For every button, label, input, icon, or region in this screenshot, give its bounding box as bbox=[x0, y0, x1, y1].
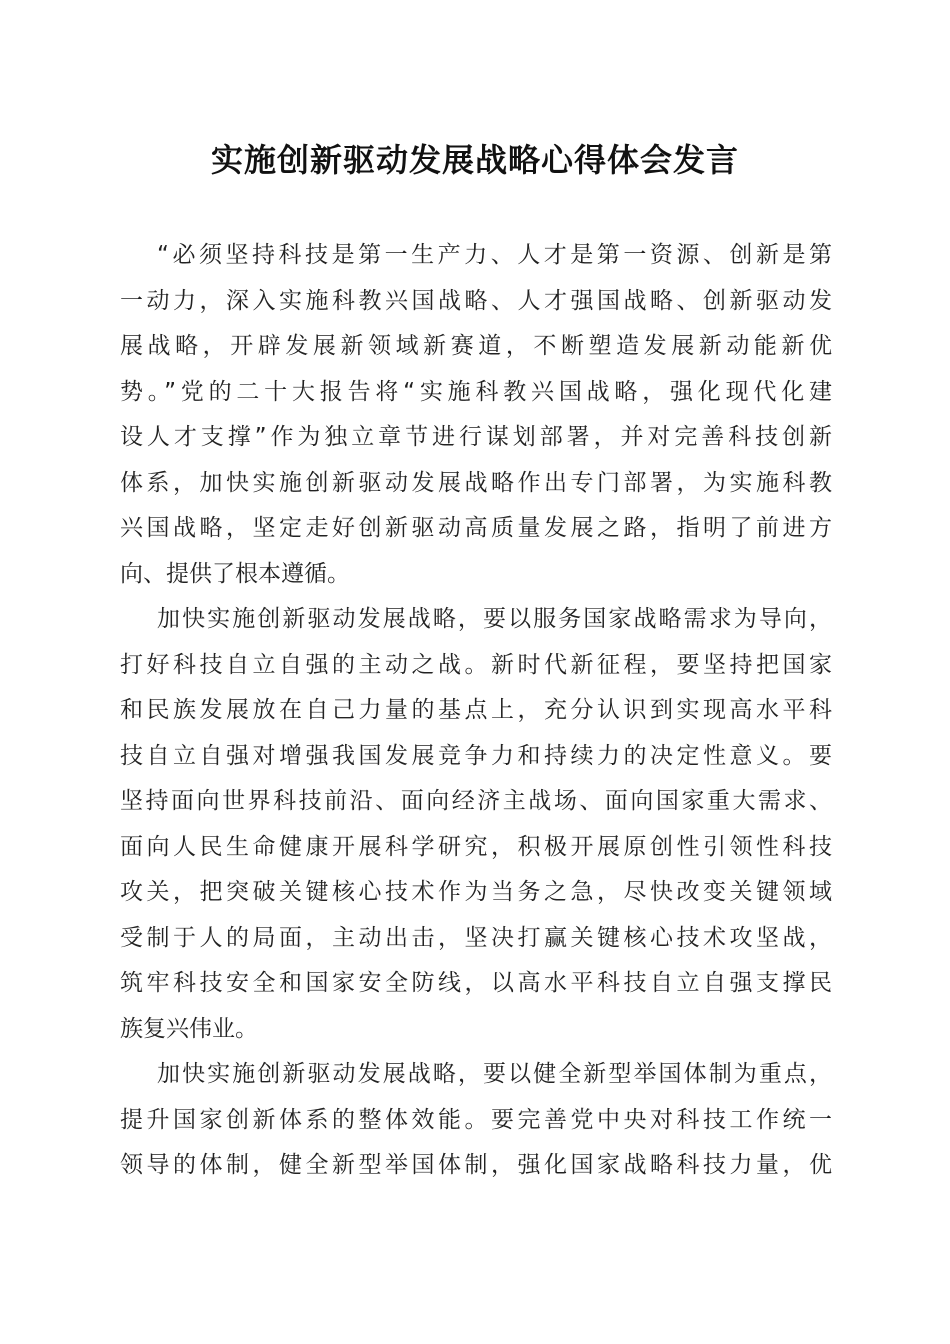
text-line: 和民族发展放在自己力量的基点上，充分认识到实现高水平科 bbox=[120, 697, 832, 723]
text-line: 筑牢科技安全和国家安全防线，以高水平科技自立自强支撑民 bbox=[120, 970, 832, 996]
text-line: 体系，加快实施创新驱动发展战略作出专门部署，为实施科教 bbox=[120, 469, 832, 496]
text-line: 加快实施创新驱动发展战略，要以健全新型举国体制为重点， bbox=[157, 1061, 832, 1087]
text-line: 展战略，开辟发展新领域新赛道，不断塑造发展新动能新优 bbox=[120, 333, 832, 359]
text-line: 势。”党的二十大报告将“实施科教兴国战略，强化现代化建 bbox=[120, 378, 832, 405]
document-title: 实施创新驱动发展战略心得体会发言 bbox=[210, 141, 739, 179]
text-line: 设人才支撑”作为独立章节进行谋划部署，并对完善科技创新 bbox=[120, 424, 832, 450]
text-line: 领导的体制，健全新型举国体制，强化国家战略科技力量，优 bbox=[120, 1152, 832, 1178]
text-line: 技自立自强对增强我国发展竞争力和持续力的决定性意义。要 bbox=[120, 742, 832, 769]
text-line: 一动力，深入实施科教兴国战略、人才强国战略、创新驱动发 bbox=[120, 287, 832, 314]
text-line: 打好科技自立自强的主动之战。新时代新征程，要坚持把国家 bbox=[120, 651, 832, 678]
paragraph bbox=[120, 597, 832, 1052]
paragraph bbox=[120, 1052, 832, 1189]
text-line: 坚持面向世界科技前沿、面向经济主战场、面向国家重大需求、 bbox=[120, 788, 832, 814]
text-line: 族复兴伟业。 bbox=[120, 1015, 258, 1042]
text-line: “必须坚持科技是第一生产力、人才是第一资源、创新是第 bbox=[157, 242, 832, 268]
text-line: 提升国家创新体系的整体效能。要完善党中央对科技工作统一 bbox=[120, 1106, 832, 1133]
text-line: 加快实施创新驱动发展战略，要以服务国家战略需求为导向， bbox=[157, 606, 832, 632]
text-line: 面向人民生命健康开展科学研究，积极开展原创性引领性科技 bbox=[120, 833, 832, 860]
text-line: 攻关，把突破关键核心技术作为当务之急，尽快改变关键领域 bbox=[120, 879, 832, 905]
paragraph bbox=[120, 233, 832, 597]
text-line: 向、提供了根本遵循。 bbox=[120, 560, 350, 587]
text-line: 兴国战略，坚定走好创新驱动高质量发展之路，指明了前进方 bbox=[120, 515, 832, 541]
text-line: 受制于人的局面，主动出击，坚决打赢关键核心技术攻坚战， bbox=[120, 924, 832, 951]
document-body bbox=[120, 233, 832, 1189]
